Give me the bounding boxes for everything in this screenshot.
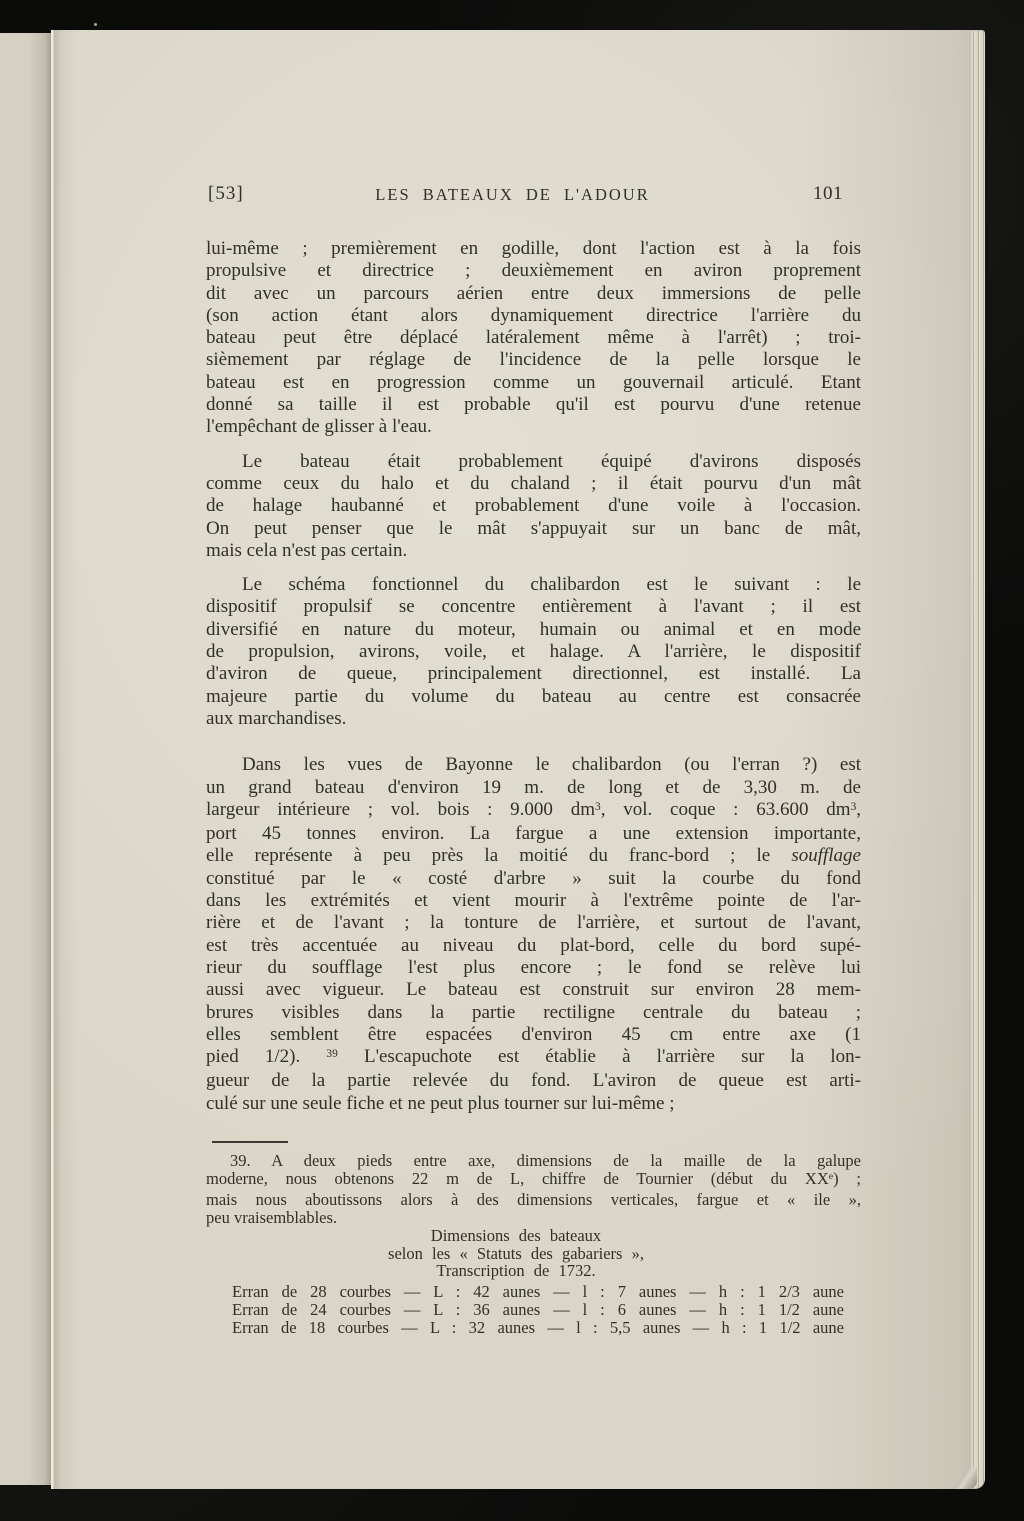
text-line: dans les extrémités et vient mourir à l'extrême pointe de l'ar-	[206, 890, 861, 912]
page-corner-curl	[951, 1467, 977, 1489]
footnote-rule	[212, 1141, 288, 1143]
text-line: pied 1/2). $^{39}$ L'escapuchote est établie à l'arrière sur la lon-	[206, 1046, 861, 1068]
text-line: Erran de 18 courbes — L : 32 aunes — l : 5,5 aunes — h : 1 1/2 aune	[232, 1318, 844, 1338]
text-line: donné sa taille il est probable qu'il est pourvu d'une retenue	[206, 394, 861, 416]
text-line: Le schéma fonctionnel du chalibardon est le suivant : le	[242, 574, 861, 596]
text-line: bateau est en progression comme un gouvernail articulé. Etant	[206, 371, 861, 393]
running-title: LES BATEAUX DE L'ADOUR	[375, 185, 650, 204]
text-line: 39. A deux pieds entre axe, dimensions de la maille de la galupe	[230, 1150, 861, 1170]
text-line: d'aviron de queue, principalement directionnel, est installé. La	[206, 663, 861, 685]
paragraph-1	[206, 238, 861, 439]
text-line: un grand bateau d'environ 19 m. de long et de 3,30 m. de	[206, 776, 861, 798]
text-line: diversifié en nature du moteur, humain ou animal et en mode	[206, 618, 861, 640]
text-line: gueur de la partie relevée du fond. L'aviron de queue est arti-	[206, 1070, 861, 1092]
text-line: est très accentuée au niveau du plat-bord, celle du bord supé-	[206, 934, 861, 956]
text-line: l'empêchant de glisser à l'eau.	[206, 416, 432, 438]
text-line: mais cela n'est pas certain.	[206, 539, 408, 561]
text-line: dit avec un parcours aérien entre deux immersions de pelle	[206, 282, 861, 304]
text-line: de propulsion, avirons, voile, et halage. A l'arrière, le dispositif	[206, 641, 861, 663]
section-reference: [53]	[208, 183, 244, 204]
page-header	[206, 183, 861, 205]
text-line: Dans les vues de Bayonne le chalibardon (ou l'erran ?) est	[242, 754, 861, 776]
scan-speck	[94, 23, 97, 26]
text-line: dispositif propulsif se concentre entièrement à l'avant ; il est	[206, 596, 861, 618]
text-line: rieur du soufflage l'est plus encore ; le fond se relève lui	[206, 956, 861, 978]
text-line: Le bateau était probablement équipé d'avirons disposés	[242, 450, 861, 472]
page-number: 101	[813, 183, 843, 204]
text-line: peu vraisemblables.	[206, 1207, 338, 1227]
text-line: selon les « Statuts des gabariers »,	[388, 1243, 644, 1263]
text-line: sièmement par réglage de l'incidence de la pelle lorsque le	[206, 349, 861, 371]
text-line: culé sur une seule fiche et ne peut plus tourner sur lui-même ;	[206, 1092, 675, 1114]
text-line: propulsive et directrice ; deuxièmement en aviron proprement	[206, 260, 861, 282]
body-text	[206, 238, 861, 1115]
text-line: comme ceux du halo et du chaland ; il était pourvu d'un mât	[206, 472, 861, 494]
text-line: lui-même ; premièrement en godille, dont l'action est à la fois	[206, 238, 861, 259]
text-line: Erran de 28 courbes — L : 42 aunes — l : 7 aunes — h : 1 2/3 aune	[232, 1282, 844, 1302]
text-line: Transcription de 1732.	[436, 1261, 596, 1281]
text-line: aux marchandises.	[206, 707, 347, 729]
text-line: aussi avec vigueur. Le bateau est construit sur environ 28 mem-	[206, 979, 861, 1001]
page-content	[206, 183, 861, 1337]
paragraph-2	[206, 451, 861, 562]
text-line: bateau peut être déplacé latéralement même à l'arrêt) ; troi-	[206, 327, 861, 349]
text-line: rière et de l'avant ; la tonture de l'arrière, et surtout de l'avant,	[206, 912, 861, 934]
footnote-centered	[206, 1227, 861, 1281]
page-right-edge-stack	[971, 31, 985, 1488]
text-line: port 45 tonnes environ. La fargue a une extension importante,	[206, 823, 861, 845]
paragraph-3	[206, 574, 861, 730]
paragraph-4	[206, 754, 861, 1115]
text-line: mais nous aboutissons alors à des dimensions verticales, fargue et « ile »,	[206, 1189, 861, 1209]
text-line: de halage haubanné et probablement d'une voile à l'occasion.	[206, 495, 861, 517]
text-line: elle représente à peu près la moitié du franc-bord ; le soufflage	[206, 845, 861, 867]
footnote	[206, 1141, 861, 1337]
book-page	[51, 30, 985, 1489]
text-line: brures visibles dans la partie rectiligne centrale du bateau ;	[206, 1001, 861, 1023]
text-line: Erran de 24 courbes — L : 36 aunes — l : 6 aunes — h : 1 1/2 aune	[232, 1300, 844, 1320]
text-line: elles semblent être espacées d'environ 45 cm entre axe (1	[206, 1023, 861, 1045]
text-line: Dimensions des bateaux	[430, 1225, 602, 1245]
text-line: largeur intérieure ; vol. bois : 9.000 $dm^3$, vol. coque : 63.600 $dm^3$,	[206, 798, 862, 820]
text-line: moderne, nous obtenons 22 m de L, chiffre de Tournier (début du XXe) ;	[206, 1168, 861, 1188]
text-line: majeure partie du volume du bateau au centre est consacrée	[206, 685, 861, 707]
footnote-table	[232, 1283, 844, 1337]
text-line: (son action étant alors dynamiquement directrice l'arrière du	[206, 304, 861, 326]
text-line: On peut penser que le mât s'appuyait sur un banc de mât,	[206, 517, 861, 539]
text-line: constitué par le « costé d'arbre » suit la courbe du fond	[206, 867, 861, 889]
facing-page-edge	[0, 33, 51, 1485]
footnote-note	[206, 1152, 861, 1227]
